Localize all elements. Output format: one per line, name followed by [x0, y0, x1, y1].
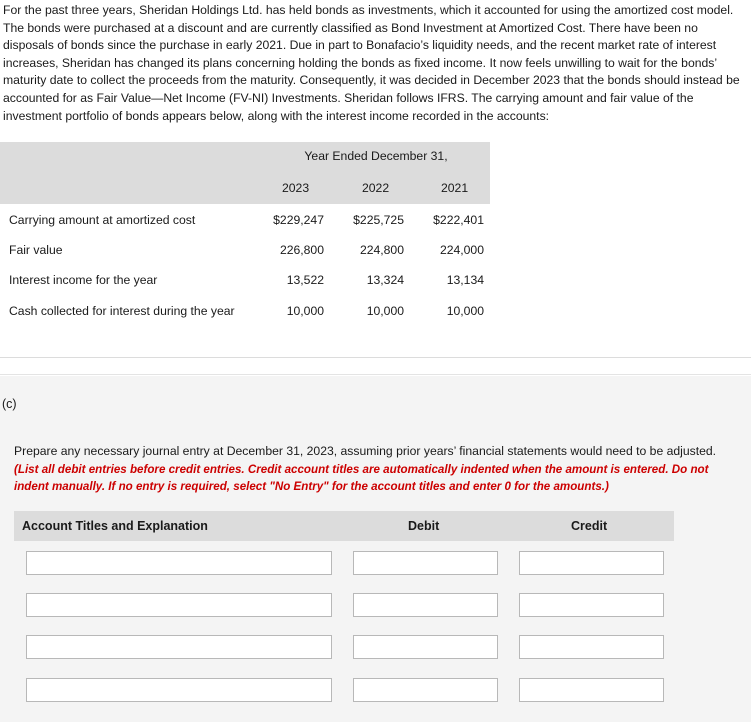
- question-panel: [0, 376, 751, 722]
- part-divider: [0, 374, 751, 375]
- cell-cash-2022: 10,000: [366, 304, 404, 318]
- year-header-2022: 2022: [362, 181, 390, 195]
- credit-input-1[interactable]: [519, 551, 664, 575]
- cell-cash-2021: 10,000: [446, 304, 484, 318]
- debit-input-1[interactable]: [353, 551, 498, 575]
- account-title-input-4[interactable]: [26, 678, 332, 702]
- problem-intro: For the past three years, Sheridan Holdings Ltd. has held bonds as investments, which it accounted for using the amortized cost model. The bonds were purchased at a discount and are currently classified as Bond Investment at Amortized Cost. There have been no disposals of bonds since the purchase in early 2021. Due in part to Bonafacio’s liquidity needs, and the recent market rate of interest increases, Sheridan has changed its plans concerning holding the bonds as fixed income. It now feels unwilling to wait for the bonds’ maturity date to collect the proceeds from the maturity. Consequently, it was decided in December 2023 that the bonds should instead be accounted for as Fair Value—Net Income (FV-NI) Investments. Sheridan follows IFRS. The carrying amount and fair value of the investment portfolio of bonds appears below, along with the interest income recorded in the accounts:: [3, 3, 740, 123]
- credit-input-2[interactable]: [519, 593, 664, 617]
- year-header-2023: 2023: [282, 181, 310, 195]
- account-title-input-3[interactable]: [26, 635, 332, 659]
- year-header-2021: 2021: [441, 181, 469, 195]
- cell-fair-2021: 224,000: [439, 243, 484, 257]
- debit-input-4[interactable]: [353, 678, 498, 702]
- credit-input-3[interactable]: [519, 635, 664, 659]
- cell-carrying-2021: $222,401: [433, 213, 484, 227]
- debit-input-3[interactable]: [353, 635, 498, 659]
- cell-interest-2023: 13,522: [286, 273, 324, 287]
- part-label: (c): [2, 397, 17, 411]
- journal-header: [14, 511, 674, 541]
- credit-input-4[interactable]: [519, 678, 664, 702]
- table-heading: Year Ended December 31,: [304, 149, 448, 163]
- row-label-cash-collected: Cash collected for interest during the year: [9, 304, 235, 318]
- row-label-interest-income: Interest income for the year: [9, 273, 158, 287]
- cell-fair-2022: 224,800: [359, 243, 404, 257]
- account-title-input-1[interactable]: [26, 551, 332, 575]
- header-account-titles: Account Titles and Explanation: [22, 519, 208, 533]
- cell-cash-2023: 10,000: [286, 304, 324, 318]
- cell-carrying-2022: $225,725: [353, 213, 404, 227]
- row-label-fair-value: Fair value: [9, 243, 63, 257]
- debit-input-2[interactable]: [353, 593, 498, 617]
- cell-interest-2021: 13,134: [446, 273, 484, 287]
- header-debit: Debit: [408, 519, 440, 533]
- prompt-text: Prepare any necessary journal entry at December 31, 2023, assuming prior years’ financial statements would need to be adjusted.: [14, 444, 717, 458]
- cell-fair-2023: 226,800: [279, 243, 324, 257]
- account-title-input-2[interactable]: [26, 593, 332, 617]
- prompt-instructions: (List all debit entries before credit entries. Credit account titles are automatically indented when the amount is entered. Do not indent manually. If no entry is required, select "No Entry" for the account titles and enter 0 for the amounts.): [14, 462, 709, 494]
- row-label-carrying-amount: Carrying amount at amortized cost: [9, 213, 196, 227]
- cell-interest-2022: 13,324: [366, 273, 404, 287]
- bond-data-table: [0, 142, 751, 358]
- cell-carrying-2023: $229,247: [273, 213, 324, 227]
- header-credit: Credit: [571, 519, 608, 533]
- question-prompt: [14, 443, 744, 496]
